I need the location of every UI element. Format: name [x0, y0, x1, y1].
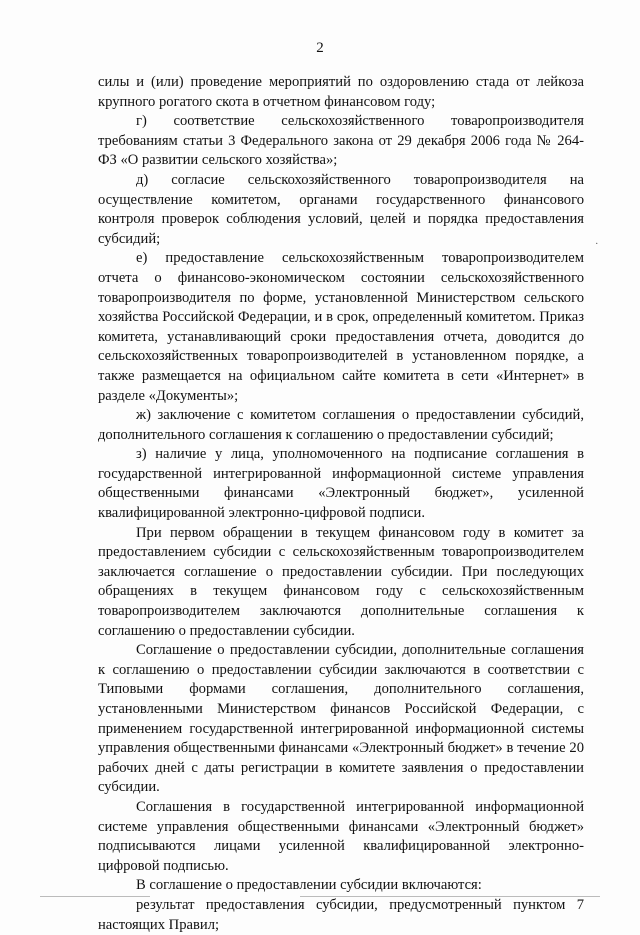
paragraph-item-e: е) предоставление сельскохозяйственным товаропроизводителем отчета о финансово-экономическом состоянии сельскохозяйственного товаропроизводителя по форме, установленной Министерством сельского хозяйства Российской Федерации, и в срок, определенный комитетом. Приказ комитета, устанавливающий сроки предоставления отчета, доводится до сельскохозяйственных товаропроизводителей в установленном порядке, а также размещается на официальном сайте комитета в сети «Интернет» в разделе «Документы»;	[98, 250, 584, 404]
paragraph-continuation: силы и (или) проведение мероприятий по оздоровлению стада от лейкоза крупного рогатого скота в отчетном финансовом году;	[98, 74, 584, 110]
paragraph-item-d: д) согласие сельскохозяйственного товаропроизводителя на осуществление комитетом, органами государственного финансового контроля проверок соблюдения условий, целей и порядка предоставления субсидий;	[98, 171, 584, 247]
scan-edge-line-right	[300, 896, 600, 897]
paragraph-first-request: При первом обращении в текущем финансовом году в комитет за предоставлением субсидии с сельскохозяйственным товаропроизводителем заключается соглашение о предоставлении субсидии. При последующих обращениях в текущем финансовом году с сельскохозяйственным товаропроизводителем заключаются дополнительные соглашения к соглашению о предоставлении субсидии.	[98, 524, 584, 639]
paragraph-agreement-forms: Соглашение о предоставлении субсидии, дополнительные соглашения к соглашению о предоставлении субсидии заключаются в соответствии с Типовыми формами соглашения, дополнительного соглашения, установленными Министерством финансов Российской Федерации, с применением государственной интегрированной информационной системы управления общественными финансами «Электронный бюджет» в течение 20 рабочих дней с даты регистрации в комитете заявления о предоставлении субсидии.	[98, 642, 584, 796]
paragraph-agreement-signing: Соглашения в государственной интегрированной информационной системе управления общественными финансами «Электронный бюджет» подписываются лицами усиленной квалифицированной электронно-цифровой подписью.	[98, 798, 584, 874]
page-number: 2	[316, 40, 324, 56]
document-body	[98, 73, 584, 935]
paragraph-item-z: з) наличие у лица, уполномоченного на подписание соглашения в государственной интегрированной информационной системе управления общественными финансами «Электронный бюджет», усиленной квалифицированной электронно-цифровой подписи.	[98, 446, 584, 522]
paragraph-item-g: г) соответствие сельскохозяйственного товаропроизводителя требованиям статьи 3 Федерального закона от 29 декабря 2006 года № 264-ФЗ «О развитии сельского хозяйства»;	[98, 113, 584, 169]
paragraph-agreement-includes: В соглашение о предоставлении субсидии включаются:	[136, 877, 482, 894]
scan-edge-line-left	[40, 896, 150, 897]
paragraph-item-zh: ж) заключение с комитетом соглашения о предоставлении субсидий, дополнительного соглашения к соглашению о предоставлении субсидий;	[98, 407, 584, 443]
paragraph-subsidy-result: результат предоставления субсидии, предусмотренный пунктом 7 настоящих Правил;	[98, 896, 584, 933]
scan-artifact: .	[595, 236, 598, 247]
